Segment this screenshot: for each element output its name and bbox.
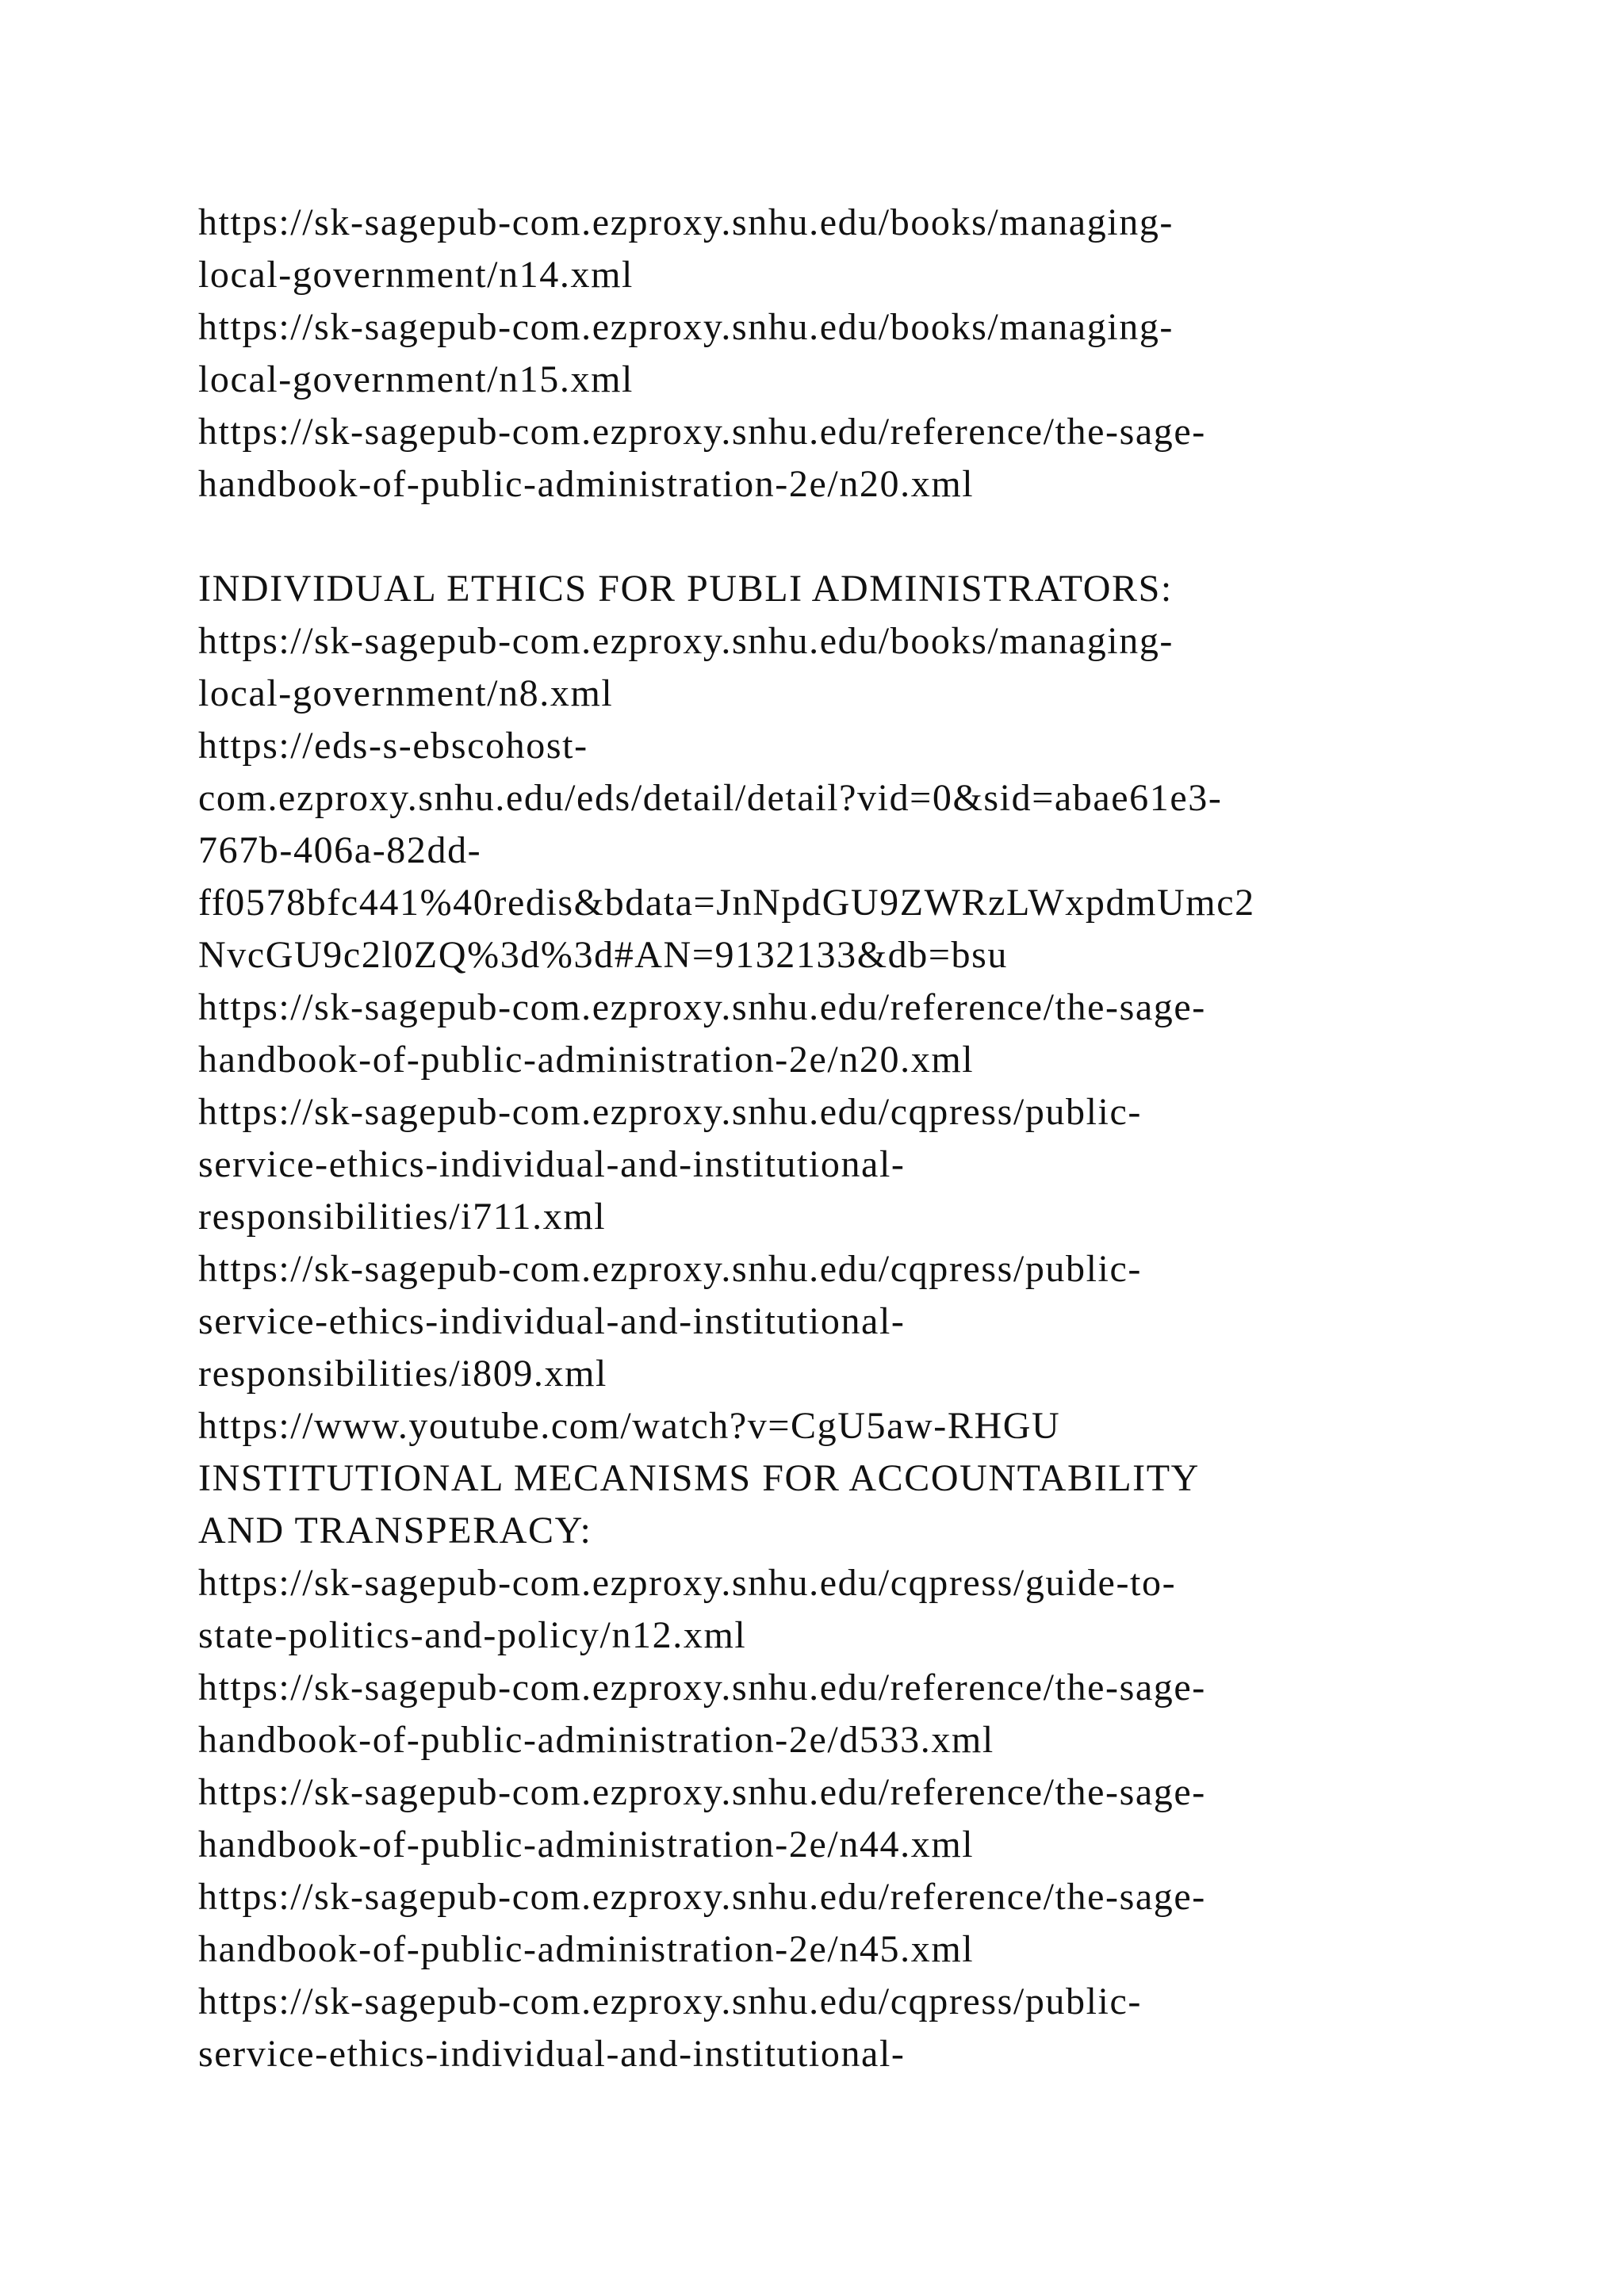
url-line: local-government/n14.xml <box>198 254 634 296</box>
url-line: https://sk-sagepub-com.ezproxy.snhu.edu/books/managing- <box>198 620 1174 662</box>
url-line: state-politics-and-policy/n12.xml <box>198 1614 747 1656</box>
url-line: service-ethics-individual-and-institutional- <box>198 1300 906 1342</box>
url-line: handbook-of-public-administration-2e/n44.xml <box>198 1823 975 1866</box>
url-line: https://sk-sagepub-com.ezproxy.snhu.edu/reference/the-sage- <box>198 1771 1206 1813</box>
link-group-3 <box>198 1557 1435 2080</box>
url-line: https://www.youtube.com/watch?v=CgU5aw-RHGU <box>198 1405 1061 1447</box>
url-line: handbook-of-public-administration-2e/n45.xml <box>198 1928 975 1970</box>
link-group-1 <box>198 197 1435 511</box>
section-heading-individual-ethics: INDIVIDUAL ETHICS FOR PUBLI ADMINISTRATORS: <box>198 568 1173 610</box>
url-line: https://sk-sagepub-com.ezproxy.snhu.edu/cqpress/public- <box>198 1980 1142 2022</box>
section-heading-institutional-mechanisms-cont: AND TRANSPERACY: <box>198 1510 592 1552</box>
url-line: 767b-406a-82dd- <box>198 829 482 871</box>
url-line: service-ethics-individual-and-institutional- <box>198 2033 906 2075</box>
url-line: https://sk-sagepub-com.ezproxy.snhu.edu/books/managing- <box>198 201 1174 243</box>
url-line: https://sk-sagepub-com.ezproxy.snhu.edu/cqpress/guide-to- <box>198 1562 1177 1604</box>
url-line: responsibilities/i711.xml <box>198 1196 607 1238</box>
url-line: https://sk-sagepub-com.ezproxy.snhu.edu/reference/the-sage- <box>198 986 1206 1028</box>
url-line: com.ezproxy.snhu.edu/eds/detail/detail?vid=0&sid=abae61e3- <box>198 777 1223 819</box>
url-line: https://sk-sagepub-com.ezproxy.snhu.edu/reference/the-sage- <box>198 411 1206 453</box>
url-line: https://eds-s-ebscohost- <box>198 725 588 767</box>
blank-line <box>198 511 1435 563</box>
url-line: local-government/n8.xml <box>198 672 614 714</box>
link-group-2 <box>198 615 1435 1452</box>
url-line: service-ethics-individual-and-institutional- <box>198 1143 906 1185</box>
url-line: handbook-of-public-administration-2e/n20.xml <box>198 463 975 505</box>
section-heading-institutional-mechanisms: INSTITUTIONAL MECANISMS FOR ACCOUNTABILITY <box>198 1457 1200 1499</box>
url-line: https://sk-sagepub-com.ezproxy.snhu.edu/cqpress/public- <box>198 1091 1142 1133</box>
document-body <box>198 197 1435 2080</box>
url-line: https://sk-sagepub-com.ezproxy.snhu.edu/books/managing- <box>198 306 1174 348</box>
url-line: handbook-of-public-administration-2e/d533.xml <box>198 1719 994 1761</box>
url-line: NvcGU9c2l0ZQ%3d%3d#AN=9132133&db=bsu <box>198 934 1008 976</box>
url-line: handbook-of-public-administration-2e/n20.xml <box>198 1039 975 1081</box>
url-line: https://sk-sagepub-com.ezproxy.snhu.edu/reference/the-sage- <box>198 1876 1206 1918</box>
url-line: local-government/n15.xml <box>198 358 634 400</box>
url-line: ff0578bfc441%40redis&bdata=JnNpdGU9ZWRzLWxpdmUmc2 <box>198 882 1255 924</box>
url-line: responsibilities/i809.xml <box>198 1353 607 1395</box>
url-line: https://sk-sagepub-com.ezproxy.snhu.edu/reference/the-sage- <box>198 1667 1206 1709</box>
url-line: https://sk-sagepub-com.ezproxy.snhu.edu/cqpress/public- <box>198 1248 1142 1290</box>
